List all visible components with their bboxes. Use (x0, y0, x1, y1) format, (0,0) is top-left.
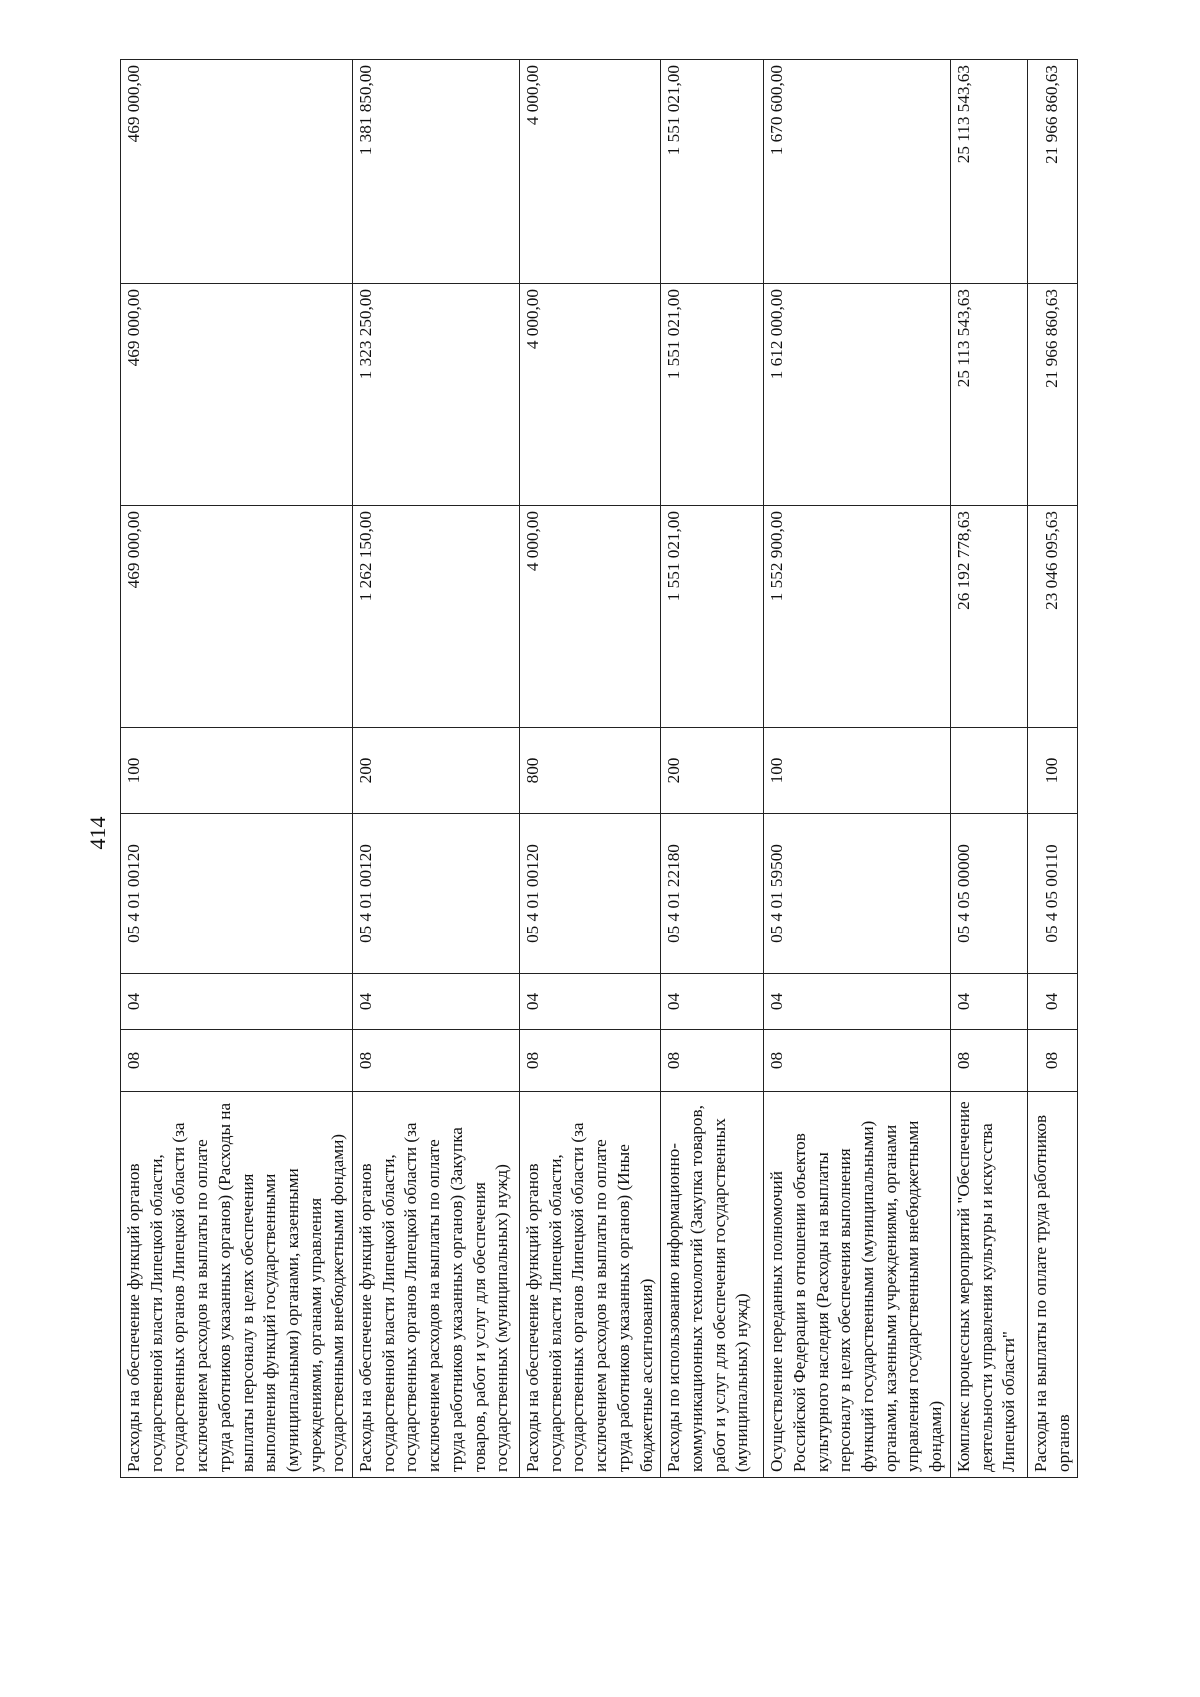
page-number: 414 (85, 816, 110, 850)
cell-sum-2: 4 000,00 (520, 284, 661, 506)
cell-description: Расходы на обеспечение функций органов государственной власти Липецкой области, государственных органов Липецкой области (за исключением расходов на выплаты по оплате труда работников указанных органов) (Закупка товаров, работ и услуг для обеспечения государственных (муниципальных) нужд) (353, 1092, 520, 1478)
cell-target-article: 05 4 05 00110 (1027, 814, 1077, 974)
cell-section: 08 (520, 1030, 661, 1092)
cell-sum-3: 21 966 860,63 (1027, 60, 1077, 284)
cell-expense-type (950, 728, 1027, 814)
cell-sum-3: 25 113 543,63 (950, 60, 1027, 284)
cell-section: 08 (121, 1030, 353, 1092)
cell-target-article: 05 4 01 22180 (661, 814, 764, 974)
cell-sum-1: 4 000,00 (520, 506, 661, 728)
cell-section: 08 (353, 1030, 520, 1092)
cell-section: 08 (661, 1030, 764, 1092)
cell-description: Осуществление переданных полномочий Российской Федерации в отношении объектов культурного наследия (Расходы на выплаты персоналу в целях обеспечения выполнения функций государственными (муниципальными) органами, казенными учреждениями, органами управления государственными внебюджетными фондами) (764, 1092, 951, 1478)
cell-subsection: 04 (121, 974, 353, 1030)
cell-sum-2: 1 323 250,00 (353, 284, 520, 506)
budget-table (120, 59, 1078, 1478)
table-row (520, 60, 661, 1478)
cell-sum-2: 21 966 860,63 (1027, 284, 1077, 506)
cell-expense-type: 200 (353, 728, 520, 814)
cell-sum-1: 23 046 095,63 (1027, 506, 1077, 728)
table-row (353, 60, 520, 1478)
cell-description: Расходы по использованию информационно-коммуникационных технологий (Закупка товаров, работ и услуг для обеспечения государственных (муниципальных) нужд) (661, 1092, 764, 1478)
table-row (764, 60, 951, 1478)
cell-target-article: 05 4 01 00120 (520, 814, 661, 974)
cell-target-article: 05 4 05 00000 (950, 814, 1027, 974)
cell-expense-type: 100 (1027, 728, 1077, 814)
table-rotated-content (120, 60, 1073, 1478)
cell-description: Комплекс процессных мероприятий "Обеспечение деятельности управления культуры и искусства Липецкой области" (950, 1092, 1027, 1478)
cell-sum-2: 469 000,00 (121, 284, 353, 506)
table-row (1027, 60, 1077, 1478)
cell-target-article: 05 4 01 59500 (764, 814, 951, 974)
cell-sum-2: 1 612 000,00 (764, 284, 951, 506)
cell-expense-type: 100 (121, 728, 353, 814)
cell-sum-2: 1 551 021,00 (661, 284, 764, 506)
table-rotation-frame (120, 60, 1073, 1478)
cell-sum-3: 1 670 600,00 (764, 60, 951, 284)
cell-expense-type: 100 (764, 728, 951, 814)
cell-section: 08 (764, 1030, 951, 1092)
cell-description: Расходы на обеспечение функций органов государственной власти Липецкой области, государственных органов Липецкой области (за исключением расходов на выплаты по оплате труда работников указанных органов) (Иные бюджетные ассигнования) (520, 1092, 661, 1478)
cell-section: 08 (1027, 1030, 1077, 1092)
cell-target-article: 05 4 01 00120 (121, 814, 353, 974)
cell-subsection: 04 (764, 974, 951, 1030)
cell-section: 08 (950, 1030, 1027, 1092)
cell-description: Расходы на выплаты по оплате труда работников органов (1027, 1092, 1077, 1478)
cell-sum-3: 1 381 850,00 (353, 60, 520, 284)
cell-sum-2: 25 113 543,63 (950, 284, 1027, 506)
table-row (950, 60, 1027, 1478)
cell-sum-3: 1 551 021,00 (661, 60, 764, 284)
cell-sum-1: 26 192 778,63 (950, 506, 1027, 728)
cell-expense-type: 200 (661, 728, 764, 814)
cell-sum-3: 4 000,00 (520, 60, 661, 284)
cell-subsection: 04 (950, 974, 1027, 1030)
cell-subsection: 04 (520, 974, 661, 1030)
cell-sum-1: 1 552 900,00 (764, 506, 951, 728)
cell-sum-1: 469 000,00 (121, 506, 353, 728)
cell-target-article: 05 4 01 00120 (353, 814, 520, 974)
table-row (121, 60, 353, 1478)
cell-sum-1: 1 551 021,00 (661, 506, 764, 728)
cell-sum-3: 469 000,00 (121, 60, 353, 284)
cell-subsection: 04 (1027, 974, 1077, 1030)
cell-subsection: 04 (661, 974, 764, 1030)
cell-expense-type: 800 (520, 728, 661, 814)
cell-subsection: 04 (353, 974, 520, 1030)
cell-description: Расходы на обеспечение функций органов государственной власти Липецкой области, государственных органов Липецкой области (за исключением расходов на выплаты по оплате труда работников указанных органов) (Расходы на выплаты персоналу в целях обеспечения выполнения функций государственными (муниципальными) органами, казенными учреждениями, органами управления государственными внебюджетными фондами) (121, 1092, 353, 1478)
cell-sum-1: 1 262 150,00 (353, 506, 520, 728)
table-row (661, 60, 764, 1478)
